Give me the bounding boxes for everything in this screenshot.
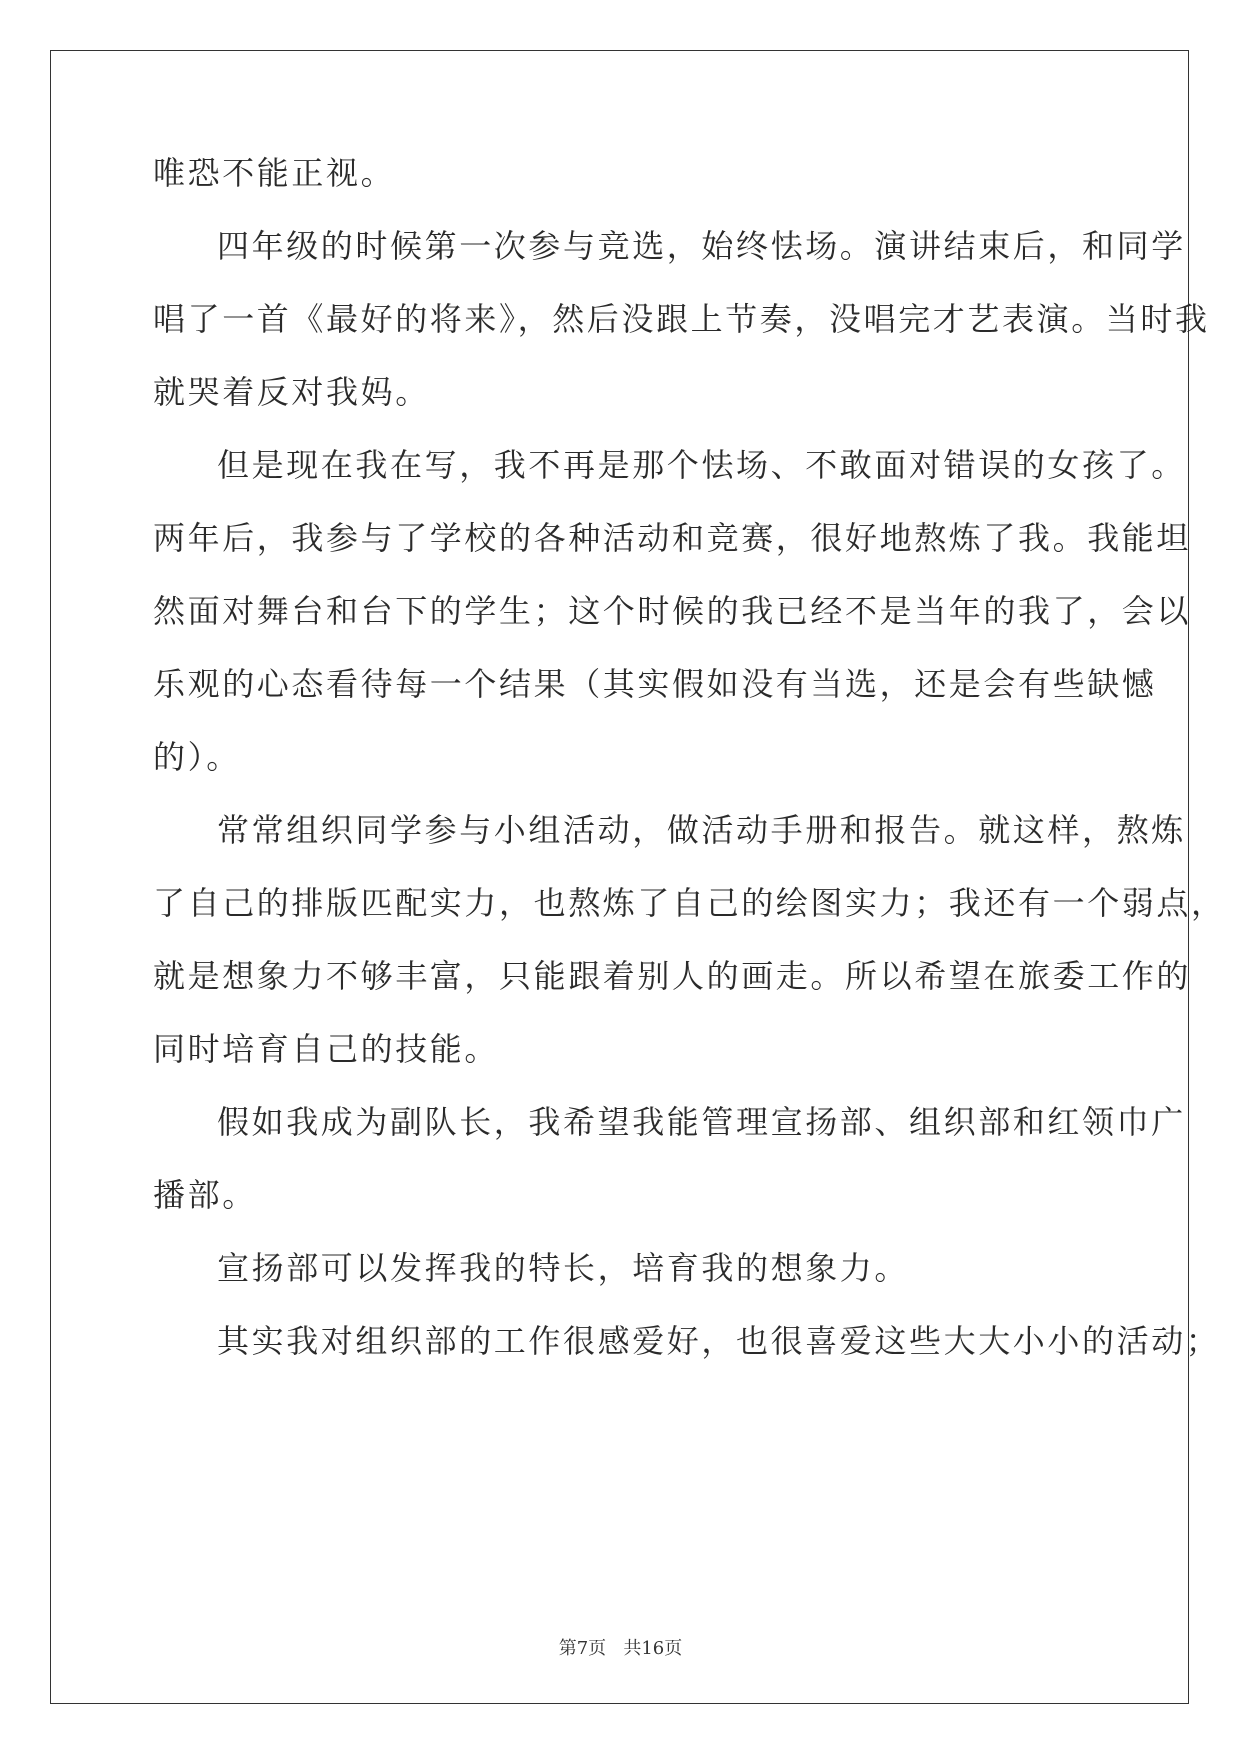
- text-line: 然面对舞台和台下的学生；这个时候的我已经不是当年的我了，会以: [153, 592, 1192, 630]
- text-line: 乐观的心态看待每一个结果（其实假如没有当选，还是会有些缺憾: [153, 665, 1157, 703]
- text-line: 的）。: [153, 738, 241, 776]
- total-pages: 共16页: [623, 1638, 683, 1659]
- footer-spacer: [606, 1638, 623, 1659]
- page-number: 第7页: [558, 1638, 607, 1659]
- text-line: 常常组织同学参与小组活动，做活动手册和报告。就这样，熬炼: [217, 811, 1186, 849]
- text-line: 宣扬部可以发挥我的特长，培育我的想象力。: [217, 1249, 910, 1287]
- text-line: 唱了一首《最好的将来》，然后没跟上节奏，没唱完才艺表演。当时我: [153, 300, 1210, 338]
- text-line: 假如我成为副队长，我希望我能管理宣扬部、组织部和红领巾广: [217, 1103, 1186, 1141]
- text-line: 就是想象力不够丰富，只能跟着别人的画走。所以希望在旅委工作的: [153, 957, 1192, 995]
- text-line: 但是现在我在写，我不再是那个怯场、不敢面对错误的女孩了。: [217, 446, 1186, 484]
- text-line: 播部。: [153, 1176, 257, 1214]
- text-line: 四年级的时候第一次参与竞选，始终怯场。演讲结束后，和同学: [217, 227, 1186, 265]
- text-line: 了自己的排版匹配实力，也熬炼了自己的绘图实力；我还有一个弱点，: [153, 884, 1226, 922]
- text-line: 两年后，我参与了学校的各种活动和竞赛，很好地熬炼了我。我能坦: [153, 519, 1192, 557]
- text-line: 就哭着反对我妈。: [153, 373, 430, 411]
- text-line: 其实我对组织部的工作很感爱好，也很喜爱这些大大小小的活动；: [217, 1322, 1221, 1360]
- text-line: 唯恐不能正视。: [153, 154, 396, 192]
- page-footer: [0, 1638, 1241, 1660]
- text-line: 同时培育自己的技能。: [153, 1030, 500, 1068]
